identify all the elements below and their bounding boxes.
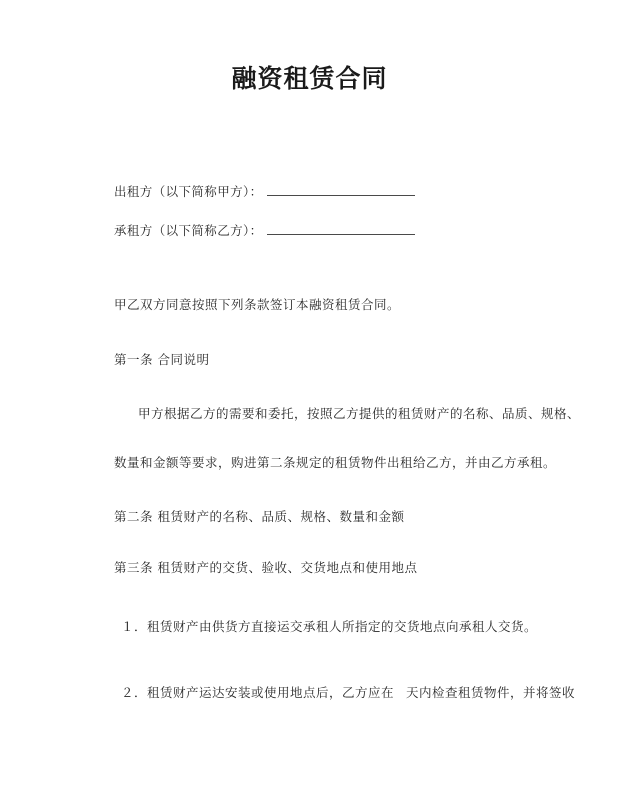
preamble-text: 甲乙双方同意按照下列条款签订本融资租赁合同。 (114, 297, 401, 312)
party-blank-lessor[interactable] (267, 184, 415, 196)
article-3-item-2 (114, 684, 576, 700)
article-3-heading: 第三条 租赁财产的交货、验收、交货地点和使用地点 (114, 559, 418, 575)
spacer (114, 366, 539, 408)
document-body (114, 184, 581, 700)
article-1-paragraph-line-1: 甲方根据乙方的需要和委托，按照乙方提供的租赁财产的名称、品质、规格、 (138, 406, 581, 421)
spacer (114, 421, 539, 457)
spacer (114, 469, 539, 511)
article-2-heading: 第二条 租赁财产的名称、品质、规格、数量和金额 (114, 509, 405, 524)
spacer (114, 574, 539, 621)
spacer (114, 524, 539, 562)
party-blank-lessee[interactable] (267, 223, 415, 235)
spacer (114, 634, 539, 687)
document-title: 融资租赁合同 (231, 64, 388, 93)
party-label-lessee: 承租方（以下简称乙方）： (114, 222, 263, 238)
spacer (114, 261, 539, 299)
article-3-item-2-before-blank: ２．租赁财产运达安装或使用地点后，乙方应在 (121, 684, 395, 700)
article-3-item-2-after-blank: 天内检查租赁物件，并将签收 (406, 684, 576, 700)
party-line-lessee (114, 223, 539, 238)
article-3-item-1: １．租赁财产由供货方直接运交承租人所指定的交货地点向承租人交货。 (121, 619, 538, 634)
party-line-lessor (114, 184, 539, 199)
article-1-heading: 第一条 合同说明 (114, 351, 210, 367)
article-1-paragraph-line-2: 数量和金额等要求，购进第二条规定的租赁物件出租给乙方，并由乙方承租。 (114, 454, 557, 470)
party-label-lessor: 出租方（以下简称甲方）： (114, 184, 263, 199)
spacer (114, 312, 539, 354)
